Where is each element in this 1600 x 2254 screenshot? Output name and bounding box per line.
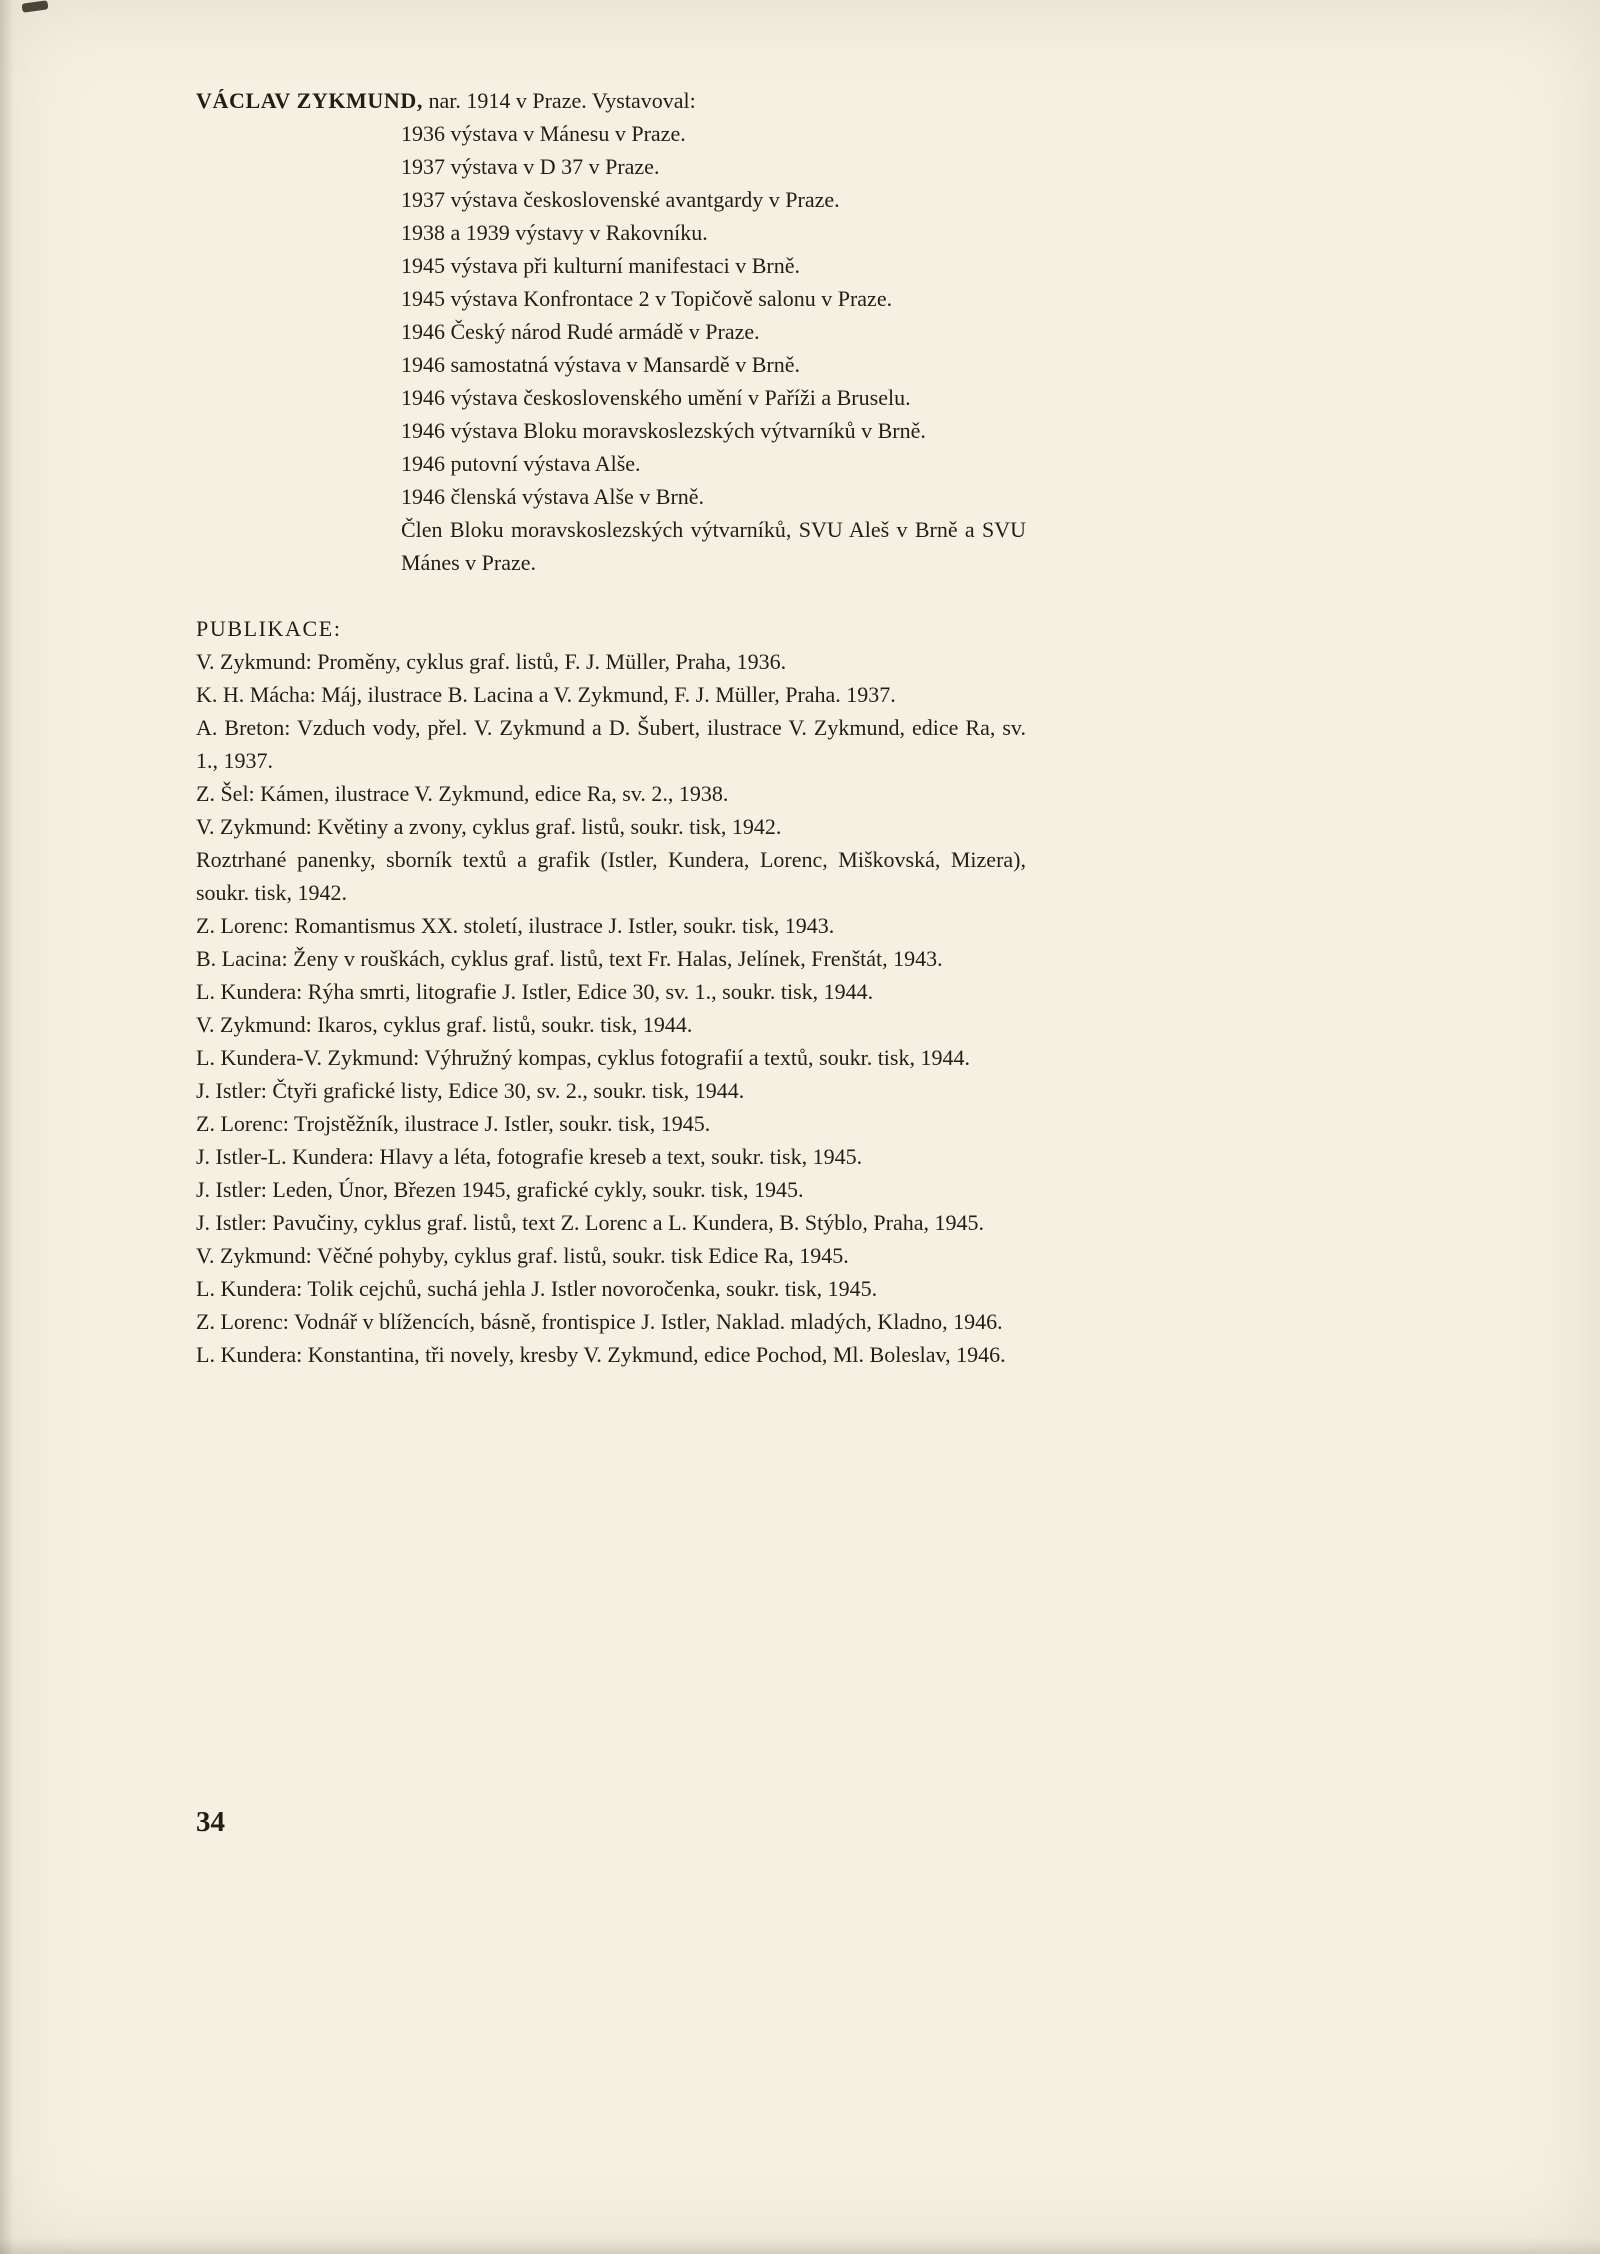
publication-item: L. Kundera: Tolik cejchů, suchá jehla J. Istler novoročenka, soukr. tisk, 1945. [196, 1276, 878, 1301]
author-name: VÁCLAV ZYKMUND, [196, 88, 423, 113]
membership-note: Člen Bloku moravskoslezských výtvarníků, SVU Aleš v Brně a SVU Mánes v Praze. [401, 517, 1026, 575]
exhibition-item: 1945 výstava při kulturní manifestaci v Brně. [401, 253, 800, 278]
publication-item: L. Kundera: Konstantina, tři novely, kresby V. Zykmund, edice Pochod, Ml. Boleslav, 1946. [196, 1342, 1006, 1367]
page-number: 34 [196, 1806, 225, 1838]
publication-item: V. Zykmund: Proměny, cyklus graf. listů, F. J. Müller, Praha, 1936. [196, 649, 787, 674]
publication-item: V. Zykmund: Věčné pohyby, cyklus graf. listů, soukr. tisk Edice Ra, 1945. [196, 1243, 849, 1268]
page-left-edge-shadow [0, 0, 14, 2254]
publication-item: J. Istler: Leden, Únor, Březen 1945, grafické cykly, soukr. tisk, 1945. [196, 1177, 804, 1202]
publications-heading: PUBLIKACE: [196, 616, 342, 641]
scan-artifact-speck [22, 0, 49, 13]
page-bottom-edge-shadow [0, 2238, 1600, 2254]
exhibition-item: 1946 Český národ Rudé armádě v Praze. [401, 319, 760, 344]
page-header [196, 84, 1026, 117]
publication-item: Z. Lorenc: Vodnář v blížencích, básně, frontispice J. Istler, Naklad. mladých, Kladno, 1946. [196, 1309, 1003, 1334]
publication-item: Z. Šel: Kámen, ilustrace V. Zykmund, edice Ra, sv. 2., 1938. [196, 781, 729, 806]
exhibition-item: 1936 výstava v Mánesu v Praze. [401, 121, 686, 146]
publication-item: B. Lacina: Ženy v rouškách, cyklus graf. listů, text Fr. Halas, Jelínek, Frenštát, 1943. [196, 946, 943, 971]
exhibition-item: 1937 výstava československé avantgardy v Praze. [401, 187, 840, 212]
exhibition-list [401, 117, 1026, 513]
publication-item: K. H. Mácha: Máj, ilustrace B. Lacina a V. Zykmund, F. J. Müller, Praha. 1937. [196, 682, 896, 707]
exhibition-item: 1946 členská výstava Alše v Brně. [401, 484, 705, 509]
exhibition-item: 1946 výstava československého umění v Paříži a Bruselu. [401, 385, 911, 410]
exhibition-item: 1937 výstava v D 37 v Praze. [401, 154, 660, 179]
publications-list [196, 645, 1026, 1371]
header-text: nar. 1914 v Praze. Vystavoval: [422, 88, 696, 113]
exhibition-item: 1946 výstava Bloku moravskoslezských výtvarníků v Brně. [401, 418, 926, 443]
publication-item: J. Istler-L. Kundera: Hlavy a léta, fotografie kreseb a text, soukr. tisk, 1945. [196, 1144, 863, 1169]
publication-item: Roztrhané panenky, sborník textů a grafik (Istler, Kundera, Lorenc, Miškovská, Mizera), soukr. tisk, 1942. [196, 847, 1026, 905]
publication-item: A. Breton: Vzduch vody, přel. V. Zykmund a D. Šubert, ilustrace V. Zykmund, edice Ra, sv. 1., 1937. [196, 715, 1026, 773]
publication-item: J. Istler: Čtyři grafické listy, Edice 30, sv. 2., soukr. tisk, 1944. [196, 1078, 745, 1103]
exhibition-item: 1938 a 1939 výstavy v Rakovníku. [401, 220, 708, 245]
exhibition-item: 1945 výstava Konfrontace 2 v Topičově salonu v Praze. [401, 286, 893, 311]
publication-item: J. Istler: Pavučiny, cyklus graf. listů, text Z. Lorenc a L. Kundera, B. Stýblo, Praha, 1945. [196, 1210, 984, 1235]
publication-item: Z. Lorenc: Romantismus XX. století, ilustrace J. Istler, soukr. tisk, 1943. [196, 913, 835, 938]
publication-item: Z. Lorenc: Trojstěžník, ilustrace J. Istler, soukr. tisk, 1945. [196, 1111, 711, 1136]
page-content [196, 84, 1026, 1371]
publication-item: L. Kundera-V. Zykmund: Výhružný kompas, cyklus fotografií a textů, soukr. tisk, 1944. [196, 1045, 970, 1070]
exhibition-item: 1946 samostatná výstava v Mansardě v Brně. [401, 352, 800, 377]
publication-item: V. Zykmund: Ikaros, cyklus graf. listů, soukr. tisk, 1944. [196, 1012, 693, 1037]
exhibition-item: 1946 putovní výstava Alše. [401, 451, 641, 476]
publication-item: V. Zykmund: Květiny a zvony, cyklus graf. listů, soukr. tisk, 1942. [196, 814, 782, 839]
publication-item: L. Kundera: Rýha smrti, litografie J. Istler, Edice 30, sv. 1., soukr. tisk, 1944. [196, 979, 874, 1004]
